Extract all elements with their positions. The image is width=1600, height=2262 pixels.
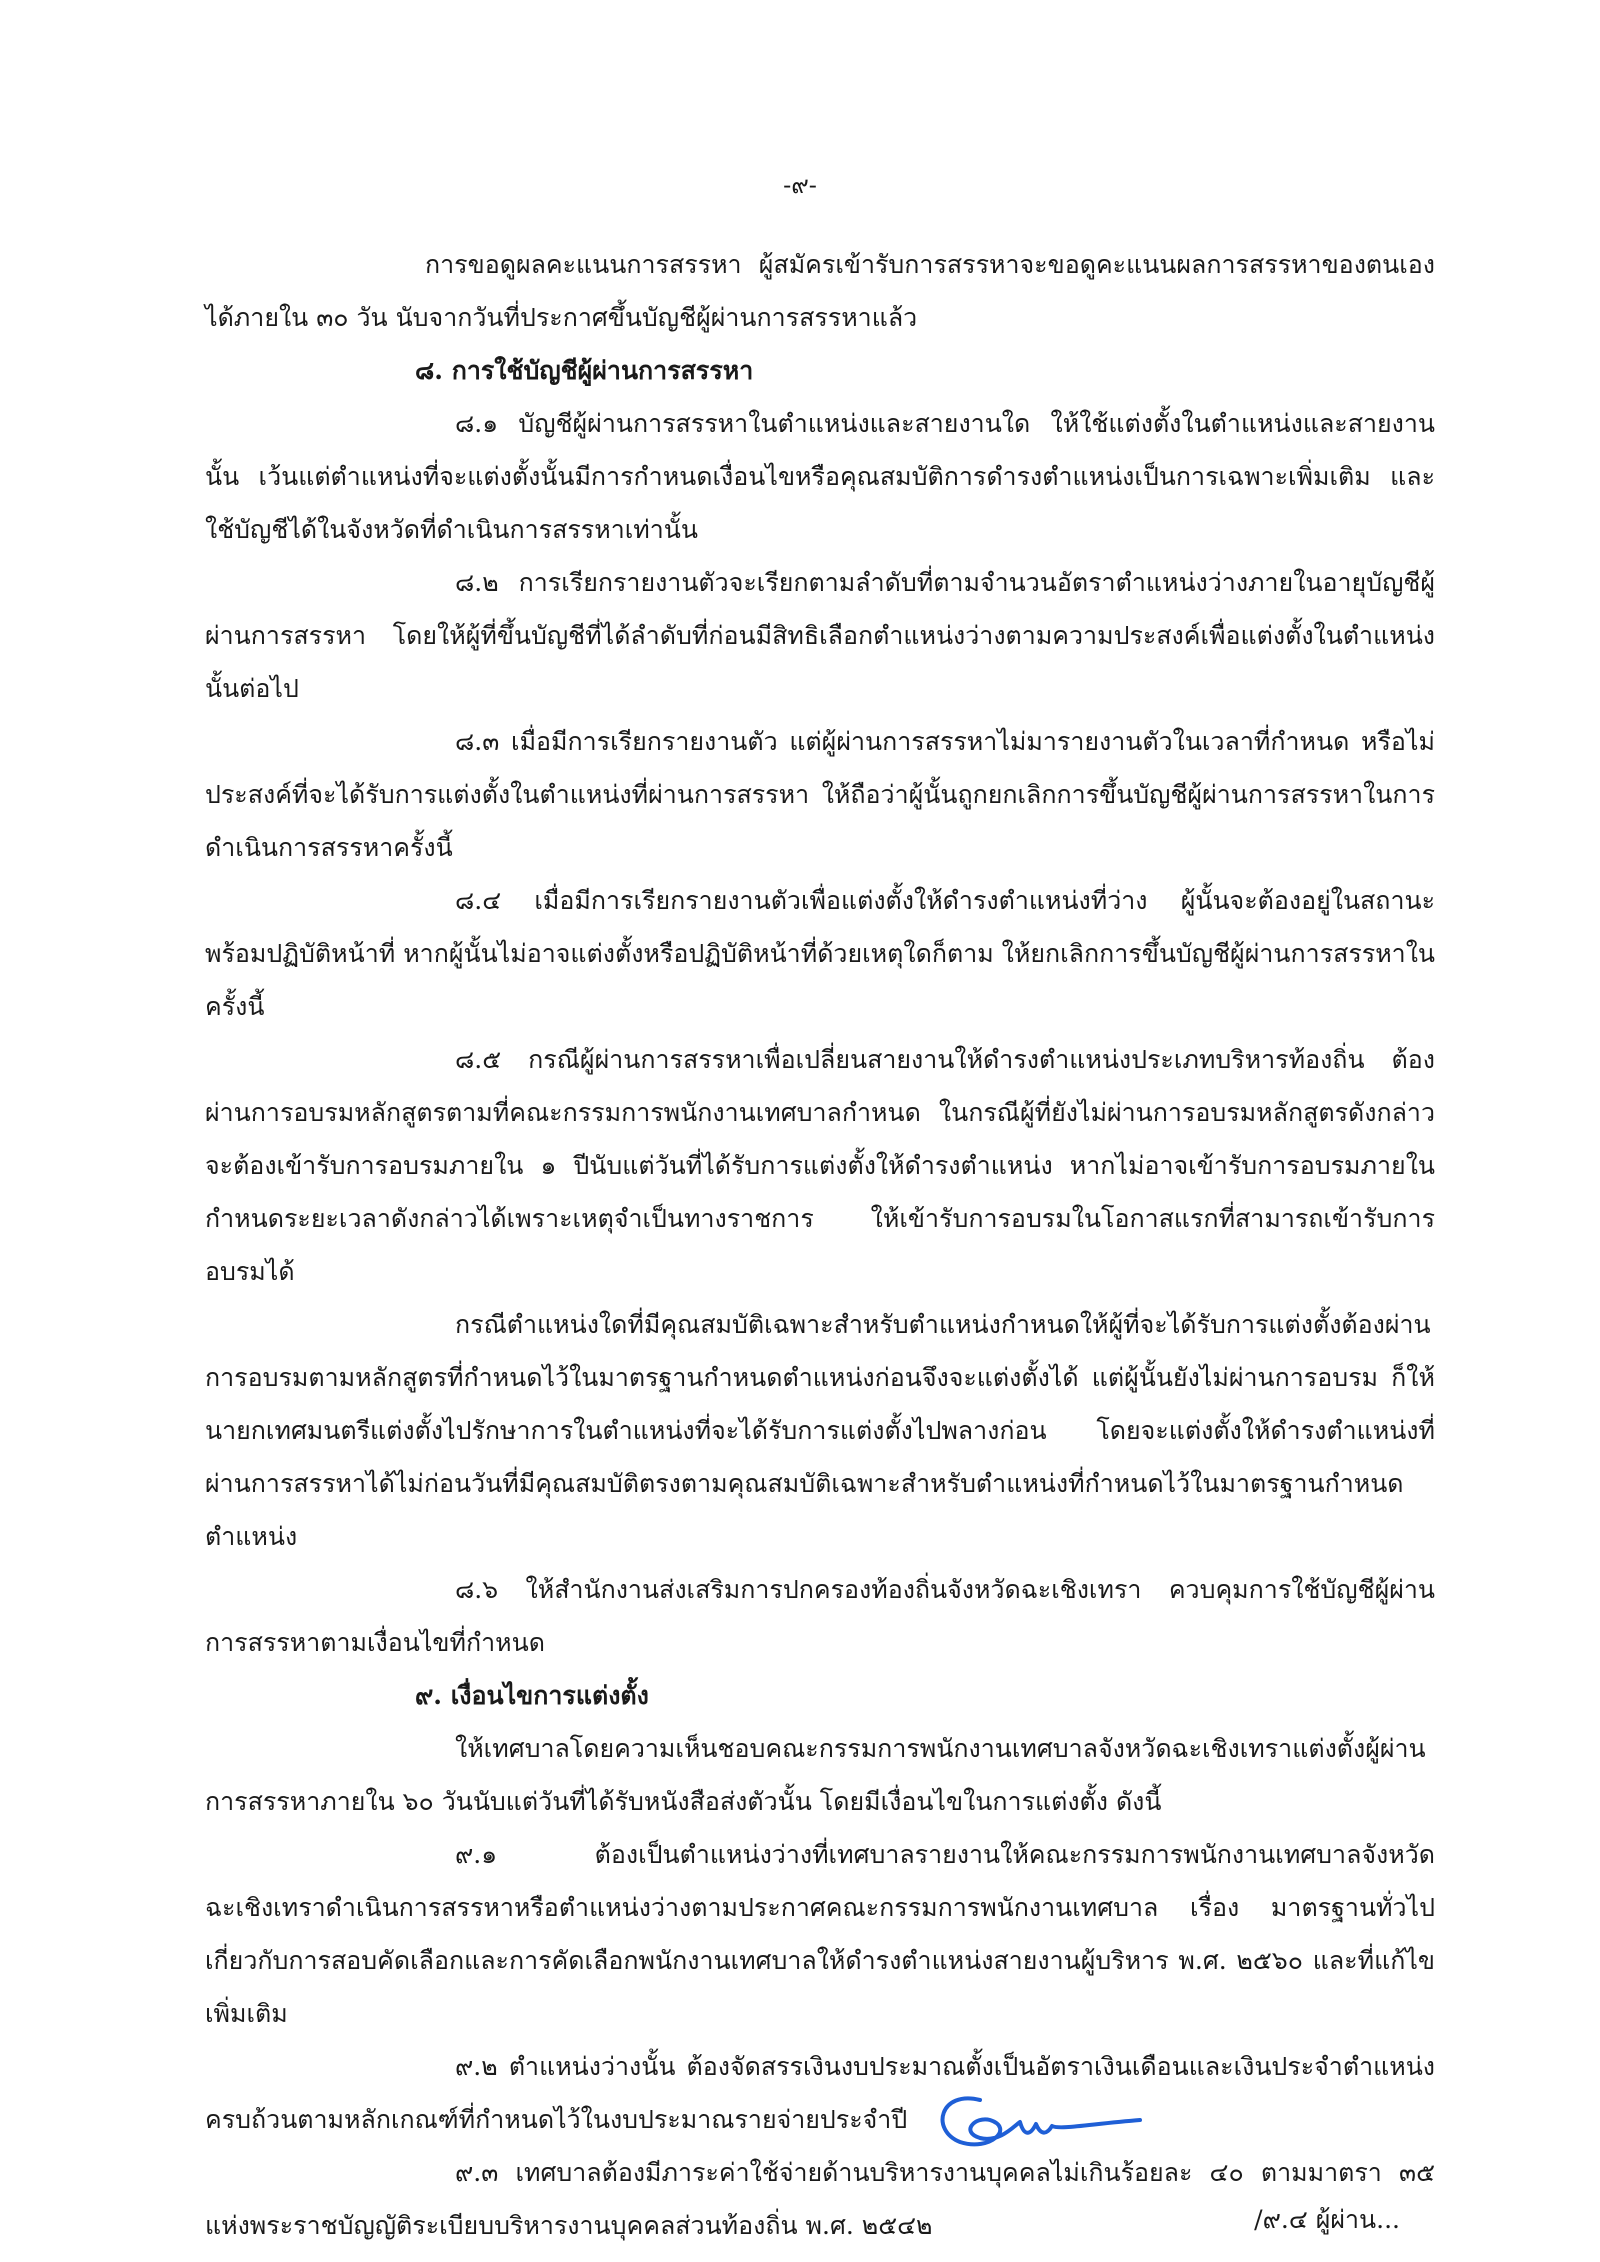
paragraph-8-3: ๘.๓ เมื่อมีการเรียกรายงานตัว แต่ผู้ผ่านการสรรหาไม่มารายงานตัวในเวลาที่กำหนด หรือไม่ประสงค์ที่จะได้รับการแต่งตั้งในตำแหน่งที่ผ่านการสรรหา ให้ถือว่าผู้นั้นถูกยกเลิกการขึ้นบัญชีผู้ผ่านการสรรหาในการดำเนินการสรรหาครั้งนี้ [205, 727, 1435, 862]
section-heading-8: ๘. การใช้บัญชีผู้ผ่านการสรรหา [415, 356, 754, 385]
section-heading-9: ๙. เงื่อนไขการแต่งตั้ง [415, 1681, 649, 1710]
handwritten-signature [920, 2080, 1160, 2170]
paragraph-8-1: ๘.๑ บัญชีผู้ผ่านการสรรหาในตำแหน่งและสายงานใด ให้ใช้แต่งตั้งในตำแหน่งและสายงานนั้น เว้นแต่ตำแหน่งที่จะแต่งตั้งนั้นมีการกำหนดเงื่อนไขหรือคุณสมบัติการดำรงตำแหน่งเป็นการเฉพาะเพิ่มเติม และใช้บัญชีได้ในจังหวัดที่ดำเนินการสรรหาเท่านั้น [205, 409, 1435, 544]
page-number: -๙- [783, 171, 817, 199]
paragraph-9-1: ๙.๑ ต้องเป็นตำแหน่งว่างที่เทศบาลรายงานให้คณะกรรมการพนักงานเทศบาลจังหวัดฉะเชิงเทราดำเนินการสรรหาหรือตำแหน่งว่างตามประกาศคณะกรรมการพนักงานเทศบาล เรื่อง มาตรฐานทั่วไปเกี่ยวกับการสอบคัดเลือกและการคัดเลือกพนักงานเทศบาลให้ดำรงตำแหน่งสายงานผู้บริหาร พ.ศ. ๒๕๖๐ และที่แก้ไขเพิ่มเติม [205, 1840, 1435, 2028]
paragraph-9-3: ๙.๓ เทศบาลต้องมีภาระค่าใช้จ่ายด้านบริหารงานบุคคลไม่เกินร้อยละ ๔๐ ตามมาตรา ๓๕ แห่งพระราชบัญญัติระเบียบบริหารงานบุคคลส่วนท้องถิ่น พ.ศ. ๒๕๔๒ [205, 2158, 1435, 2240]
paragraph-9-intro: ให้เทศบาลโดยความเห็นชอบคณะกรรมการพนักงานเทศบาลจังหวัดฉะเชิงเทราแต่งตั้งผู้ผ่านการสรรหาภายใน ๖๐ วันนับแต่วันที่ได้รับหนังสือส่งตัวนั้น โดยมีเงื่อนไขในการแต่งตั้ง ดังนี้ [205, 1734, 1426, 1816]
paragraph-score-review: การขอดูผลคะแนนการสรรหา ผู้สมัครเข้ารับการสรรหาจะขอดูคะแนนผลการสรรหาของตนเองได้ภายใน ๓๐ วัน นับจากวันที่ประกาศขึ้นบัญชีผู้ผ่านการสรรหาแล้ว [205, 250, 1435, 332]
paragraph-8-4: ๘.๔ เมื่อมีการเรียกรายงานตัวเพื่อแต่งตั้งให้ดำรงตำแหน่งที่ว่าง ผู้นั้นจะต้องอยู่ในสถานะพร้อมปฏิบัติหน้าที่ หากผู้นั้นไม่อาจแต่งตั้งหรือปฏิบัติหน้าที่ด้วยเหตุใดก็ตาม ให้ยกเลิกการขึ้นบัญชีผู้ผ่านการสรรหาในครั้งนี้ [205, 886, 1436, 1021]
paragraph-8-6: ๘.๖ ให้สำนักงานส่งเสริมการปกครองท้องถิ่นจังหวัดฉะเชิงเทรา ควบคุมการใช้บัญชีผู้ผ่านการสรรหาตามเงื่อนไขที่กำหนด [205, 1575, 1435, 1657]
continuation-note: /๙.๔ ผู้ผ่าน... [1254, 2205, 1400, 2234]
paragraph-9-2: ๙.๒ ตำแหน่งว่างนั้น ต้องจัดสรรเงินงบประมาณตั้งเป็นอัตราเงินเดือนและเงินประจำตำแหน่งครบถ้วนตามหลักเกณฑ์ที่กำหนดไว้ในงบประมาณรายจ่ายประจำปี [205, 2052, 1435, 2134]
document-body [205, 238, 1435, 2252]
paragraph-8-2: ๘.๒ การเรียกรายงานตัวจะเรียกตามลำดับที่ตามจำนวนอัตราตำแหน่งว่างภายในอายุบัญชีผู้ผ่านการสรรหา โดยให้ผู้ที่ขึ้นบัญชีที่ได้ลำดับที่ก่อนมีสิทธิเลือกตำแหน่งว่างตามความประสงค์เพื่อแต่งตั้งในตำแหน่งนั้นต่อไป [205, 568, 1435, 703]
paragraph-8-5-continued: กรณีตำแหน่งใดที่มีคุณสมบัติเฉพาะสำหรับตำแหน่งกำหนดให้ผู้ที่จะได้รับการแต่งตั้งต้องผ่านการอบรมตามหลักสูตรที่กำหนดไว้ในมาตรฐานกำหนดตำแหน่งก่อนจึงจะแต่งตั้งได้ แต่ผู้นั้นยังไม่ผ่านการอบรม ก็ให้นายกเทศมนตรีแต่งตั้งไปรักษาการในตำแหน่งที่จะได้รับการแต่งตั้งไปพลางก่อน โดยจะแต่งตั้งให้ดำรงตำแหน่งที่ผ่านการสรรหาได้ไม่ก่อนวันที่มีคุณสมบัติตรงตามคุณสมบัติเฉพาะสำหรับตำแหน่งที่กำหนดไว้ในมาตรฐานกำหนดตำแหน่ง [205, 1310, 1435, 1551]
paragraph-8-5: ๘.๕ กรณีผู้ผ่านการสรรหาเพื่อเปลี่ยนสายงานให้ดำรงตำแหน่งประเภทบริหารท้องถิ่น ต้องผ่านการอบรมหลักสูตรตามที่คณะกรรมการพนักงานเทศบาลกำหนด ในกรณีผู้ที่ยังไม่ผ่านการอบรมหลักสูตรดังกล่าวจะต้องเข้ารับการอบรมภายใน ๑ ปีนับแต่วันที่ได้รับการแต่งตั้งให้ดำรงตำแหน่ง หากไม่อาจเข้ารับการอบรมภายในกำหนดระยะเวลาดังกล่าวได้เพราะเหตุจำเป็นทางราชการ ให้เข้ารับการอบรมในโอกาสแรกที่สามารถเข้ารับการอบรมได้ [205, 1045, 1435, 1286]
